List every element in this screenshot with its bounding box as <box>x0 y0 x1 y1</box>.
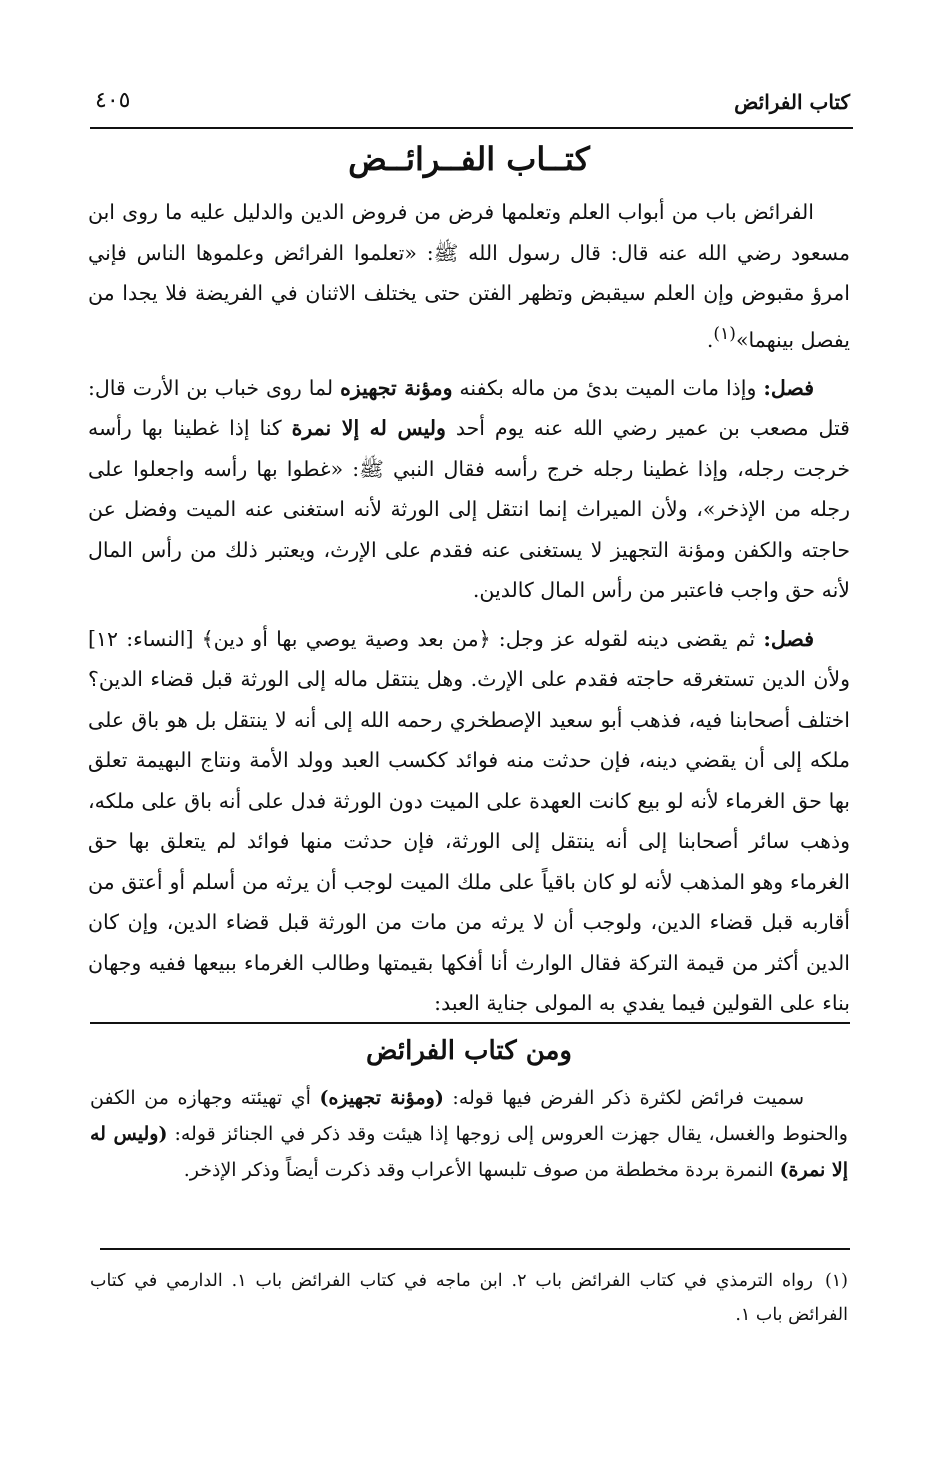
section-label: فصل: <box>763 626 814 651</box>
main-text <box>88 192 850 1022</box>
paragraph-debt <box>88 619 850 1022</box>
chapter-title: كتــاب الفــرائــض <box>348 140 590 178</box>
paragraph-intro <box>88 192 850 360</box>
intro-text: الفرائض باب من أبواب العلم وتعلمها فرض من فروض الدين والدليل عليه ما روى ابن مسعود رضي الله عنه قال: قال رسول الله ﷺ: «تعلموا الفرائض وعلموها الناس فإني امرؤ مقبوض وإن العلم سيقبض وتظهر الفتن حتى يختلف الاثنان في الفريضة فلا يجدا من يفصل بينهما» <box>88 200 850 352</box>
page-number: ٤٠٥ <box>95 88 131 113</box>
commentary-bold-1: (ومؤنة تجهيزه) <box>319 1087 444 1109</box>
debt-text: ثم يقضى دينه لقوله عز وجل: ﴿من بعد وصية يوصي بها أو دين﴾ [النساء: ١٢] ولأن الدين تستغرقه حاجته فقدم على الإرث. وهل ينتقل ماله إلى الورثة قبل قضاء الدين؟ اختلف أصحابنا فيه، فذهب أبو سعيد الإصطخري رحمه الله إلى أنه لا ينتقل بل هو باق على ملكه إلى أن يقضي دينه، فإن حدثت منه فوائد ككسب العبد وولد الأمة ونتاج البهيمة تعلق بها حق الغرماء لأنه لو بيع كانت العهدة على الميت دون الورثة فدل على أنه باق على ملكه، وذهب سائر أصحابنا إلى أنه ينتقل إلى الورثة، فإن حدثت منها فوائد لم يتعلق بها حق الغرماء وهو المذهب لأنه لو كان باقياً على ملك الميت لوجب أن يرثه من أسلم أو أعتق من أقاربه قبل قضاء الدين، ولوجب أن لا يرثه من مات من الورثة قبل قضاء الدين، وإن كان الدين أكثر من قيمة التركة فقال الوارث أنا أفكها بقيمتها وطالب الغرماء ببيعها ففيه وجهان بناء على القولين فيما يفدي به المولى جناية العبد: <box>88 626 850 1016</box>
commentary-title: ومن كتاب الفرائض <box>366 1036 572 1066</box>
shroud-bold-1: ومؤنة تجهيزه <box>340 375 453 400</box>
shroud-text-a: وإذا مات الميت بدئ من ماله بكفنه <box>452 375 764 400</box>
shroud-text-c: لما روى خباب بن الأرت قال: قتل مصعب بن عمير رضي الله عنه يوم أحد <box>88 375 850 441</box>
commentary-c: أي تهيئته وجهازه من الكفن والحنوط والغسل، يقال جهزت العروس إلى زوجها إذا هيئت وقد ذكر في الجنائز قوله: <box>90 1087 848 1145</box>
commentary-paragraph <box>90 1080 848 1188</box>
commentary-bold-2: (وليس له إلا نمرة) <box>90 1123 848 1181</box>
footnote-ref: (١) <box>713 323 736 344</box>
shroud-text-d: كنا إذا غطينا بها رأسه خرجت رجله، وإذا غطينا رجله خرج رأسه فقال النبي ﷺ: «غطوا بها رأسه واجعلوا على رجله من الإذخر»، ولأن الميراث إنما انتقل إلى الورثة لأنه استغنى عنه الميت وفضل عن حاجته والكفن ومؤنة التجهيز لا يستغنى عنه فقدم على الإرث، ويعتبر ذلك من رأس المال لأنه حق واجب فاعتبر من رأس المال كالدين. <box>88 416 850 603</box>
footnote-rule <box>100 1248 850 1250</box>
commentary-text <box>90 1080 848 1230</box>
footnote <box>90 1264 848 1332</box>
footnote-number: (١) <box>824 1271 848 1291</box>
shroud-bold-2: وليس له إلا نمرة <box>291 416 446 441</box>
commentary-a: سميت فرائض لكثرة ذكر الفرض فيها قوله: <box>443 1087 805 1109</box>
intro-end: . <box>706 327 714 352</box>
section-divider <box>90 1022 850 1024</box>
paragraph-shroud <box>88 368 850 611</box>
footnote-text: رواه الترمذي في كتاب الفرائض باب ٢. ابن ماجه في كتاب الفرائض باب ١. الدارمي في كتاب الفرائض باب ١. <box>90 1271 848 1325</box>
commentary-d: النمرة بردة مخططة من صوف تلبسها الأعراب وقد ذكرت أيضاً وذكر الإذخر. <box>183 1159 780 1181</box>
section-label: فصل: <box>763 375 814 400</box>
header-rule <box>90 127 853 129</box>
running-title: كتاب الفرائض <box>734 90 850 114</box>
